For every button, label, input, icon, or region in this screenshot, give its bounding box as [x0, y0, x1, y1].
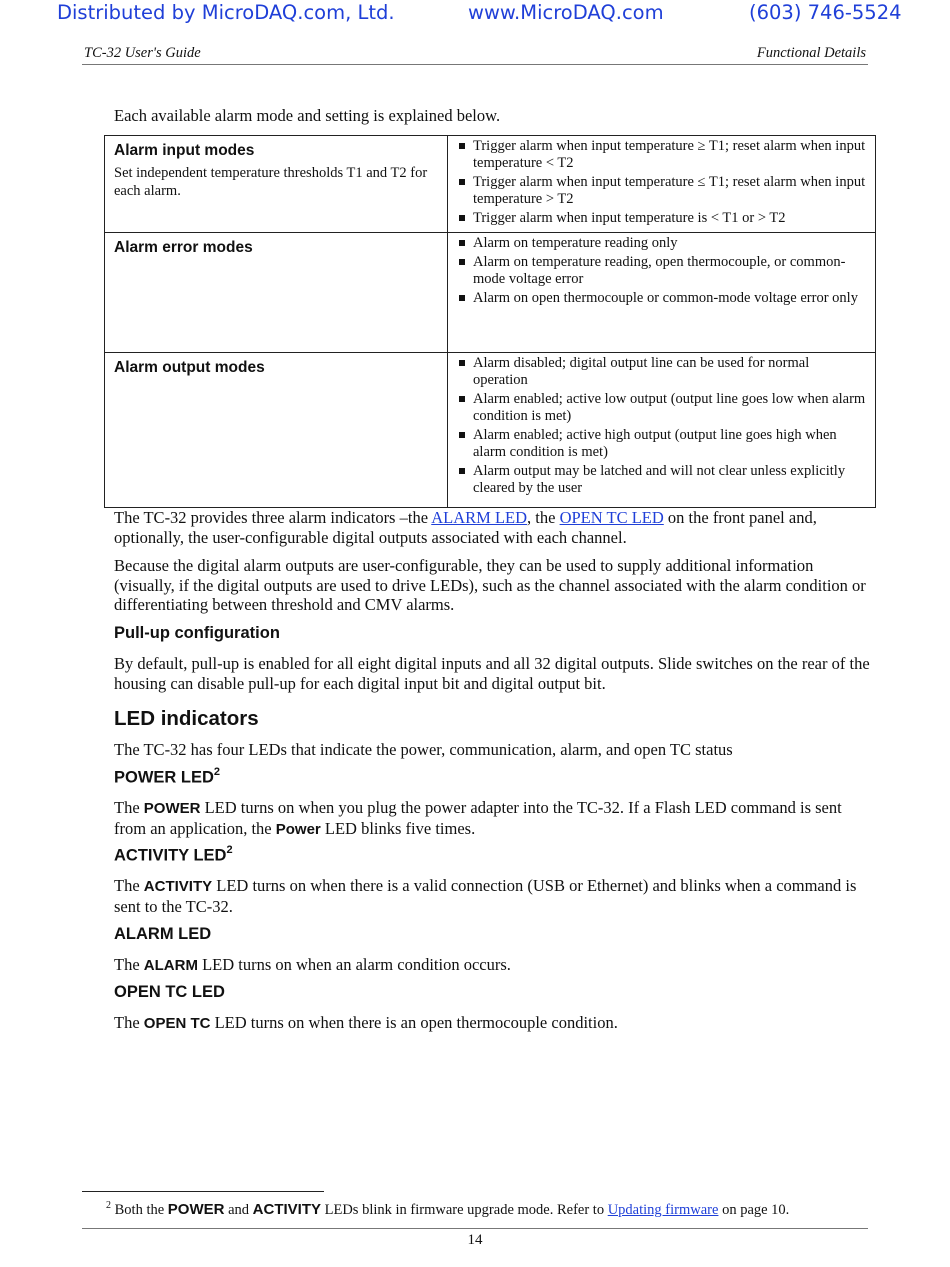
- footnote-separator: [82, 1191, 324, 1192]
- list-item: Trigger alarm when input temperature ≤ T1; reset alarm when input temperature > T2: [456, 174, 867, 208]
- open-tc-led-heading: OPEN TC LED: [114, 983, 225, 1001]
- list-item: Alarm enabled; active high output (output line goes high when alarm condition is met): [456, 427, 867, 461]
- banner-website[interactable]: www.MicroDAQ.com: [468, 1, 664, 24]
- footer-rule: [82, 1228, 868, 1229]
- page-number: 14: [467, 1232, 483, 1248]
- bullet-icon: [459, 432, 465, 438]
- table-row: [105, 353, 876, 508]
- options-list: [456, 138, 867, 227]
- options-cell: [448, 353, 876, 508]
- pullup-heading: Pull-up configuration: [114, 624, 280, 642]
- header-section-title: Functional Details: [756, 45, 866, 61]
- alarm-led-link[interactable]: ALARM LED: [431, 508, 528, 527]
- pullup-paragraph: By default, pull-up is enabled for all eight digital inputs and all 32 digital outputs. Slide switches on the rear of the housing can disable pull-up for each digital input bit and digital output bit.: [114, 654, 870, 693]
- open-tc-led-link[interactable]: OPEN TC LED: [559, 508, 664, 527]
- led-indicators-heading: LED indicators: [114, 707, 259, 730]
- digital-outputs-paragraph: Because the digital alarm outputs are user-configurable, they can be used to supply additional information (visually, if the digital outputs are used to drive LEDs), such as the channel associated with the alarm condition or differentiating between threshold and CMV alarms.: [114, 556, 866, 614]
- bullet-icon: [459, 143, 465, 149]
- list-item: Alarm on temperature reading only: [456, 235, 867, 252]
- alarm-led-paragraph: The ALARM LED turns on when an alarm condition occurs.: [114, 955, 511, 974]
- list-item: Alarm output may be latched and will not clear unless explicitly cleared by the user: [456, 463, 867, 497]
- mode-description: Set independent temperature thresholds T1 and T2 for each alarm.: [114, 165, 428, 199]
- power-led-paragraph: The POWER LED turns on when you plug the power adapter into the TC-32. If a Flash LED command is sent from an application, the Power LED blinks five times.: [114, 798, 842, 838]
- bullet-icon: [459, 179, 465, 185]
- alarm-modes-table: [104, 135, 876, 508]
- activity-led-heading: ACTIVITY LED$^2$: [114, 844, 233, 865]
- footnote-number: 2: [106, 1200, 111, 1211]
- list-item: Alarm enabled; active low output (output line goes low when alarm condition is met): [456, 391, 867, 425]
- mode-cell: [105, 136, 448, 233]
- bullet-icon: [459, 468, 465, 474]
- list-item: Alarm disabled; digital output line can be used for normal operation: [456, 355, 867, 389]
- table-row: [105, 136, 876, 233]
- mode-title: Alarm output modes: [114, 359, 265, 376]
- options-list: [456, 235, 867, 307]
- options-list: [456, 355, 867, 497]
- list-item: Trigger alarm when input temperature ≥ T1; reset alarm when input temperature < T2: [456, 138, 867, 172]
- options-cell: [448, 233, 876, 353]
- footnote-ref: 2: [213, 766, 221, 778]
- updating-firmware-link[interactable]: Updating firmware: [607, 1201, 719, 1218]
- banner-company: Distributed by MicroDAQ.com, Ltd.: [57, 1, 395, 24]
- bullet-icon: [459, 240, 465, 246]
- distributor-banner: [0, 0, 950, 30]
- header-doc-title: TC-32 User's Guide: [84, 45, 201, 61]
- footnote-ref: 2: [226, 844, 233, 856]
- mode-title: Alarm error modes: [114, 239, 253, 256]
- bullet-icon: [459, 360, 465, 366]
- led-intro-paragraph: The TC-32 has four LEDs that indicate the power, communication, alarm, and open TC status: [114, 740, 733, 759]
- mode-title: Alarm input modes: [114, 142, 255, 159]
- bullet-icon: [459, 396, 465, 402]
- list-item: Trigger alarm when input temperature is < T1 or > T2: [456, 210, 867, 227]
- intro-paragraph: Each available alarm mode and setting is explained below.: [114, 106, 501, 125]
- alarm-led-heading: ALARM LED: [114, 925, 212, 943]
- activity-led-paragraph: The ACTIVITY LED turns on when there is a valid connection (USB or Ethernet) and blinks when a command is sent to the TC-32.: [114, 876, 857, 916]
- mode-cell: [105, 233, 448, 353]
- options-cell: [448, 136, 876, 233]
- indicators-paragraph: The TC-32 provides three alarm indicators –the ALARM LED, the OPEN TC LED on the front panel and, optionally, the user-configurable digital outputs associated with each channel.: [114, 508, 817, 547]
- table-row: [105, 233, 876, 353]
- footnote: $^2$ Both the POWER and ACTIVITY LEDs blink in firmware upgrade mode. Refer to Updating firmware on page 10.: [106, 1200, 790, 1218]
- bullet-icon: [459, 295, 465, 301]
- banner-phone: (603) 746-5524: [749, 1, 902, 24]
- open-tc-led-paragraph: The OPEN TC LED turns on when there is an open thermocouple condition.: [114, 1013, 618, 1032]
- bullet-icon: [459, 215, 465, 221]
- bullet-icon: [459, 259, 465, 265]
- running-header: [82, 45, 868, 65]
- mode-cell: [105, 353, 448, 508]
- list-item: Alarm on temperature reading, open thermocouple, or common-mode voltage error: [456, 254, 867, 288]
- list-item: Alarm on open thermocouple or common-mode voltage error only: [456, 290, 867, 307]
- power-led-heading: POWER LED$^2$: [114, 766, 221, 787]
